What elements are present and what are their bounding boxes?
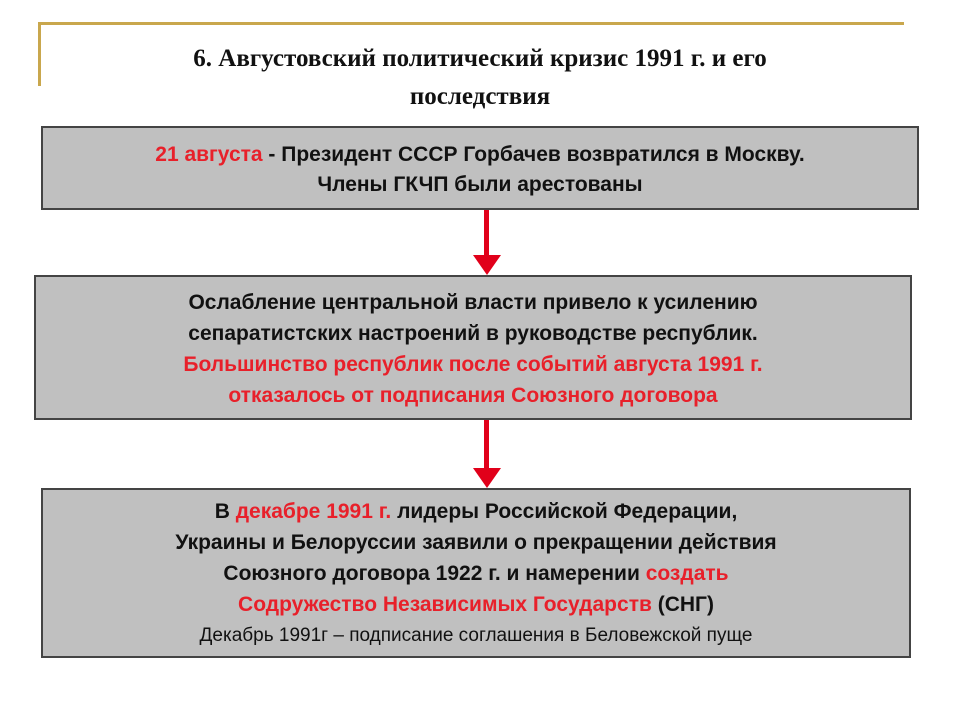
title-line-2: последствия — [409, 83, 551, 110]
event-box-august-21 — [41, 126, 919, 210]
arrow-head — [473, 255, 501, 275]
consequence-box-separatism — [34, 275, 912, 420]
box3-prefix: В — [214, 500, 236, 523]
box3-line-3 — [43, 558, 909, 589]
arrow-shaft — [484, 420, 489, 470]
box3-date: декабре 1991 г. — [235, 500, 392, 523]
title-line-1: 6. Августовский политический кризис 1991 г. и его — [193, 45, 767, 72]
box3-text-1: лидеры Российской Федерации, — [391, 500, 738, 523]
box2-line-2: сепаратистских настроений в руководстве республик. — [188, 322, 758, 345]
result-box-cis — [41, 488, 911, 658]
box3-text-3: Союзного договора 1922 г. и намерении — [223, 562, 646, 585]
box3-line-4 — [43, 589, 909, 620]
down-arrow-icon — [473, 420, 501, 488]
arrow-head — [473, 468, 501, 488]
box3-footnote: Декабрь 1991г – подписание соглашения в Беловежской пуще — [199, 625, 753, 646]
box3-text-2: Украины и Белоруссии заявили о прекращении действия — [175, 531, 777, 554]
down-arrow-icon — [473, 210, 501, 275]
slide-title — [60, 40, 900, 116]
box1-text-2: Члены ГКЧП были арестованы — [317, 173, 643, 196]
frame-top-line — [38, 22, 904, 25]
box3-red-create: создать — [645, 562, 729, 585]
box2-red-line-1: Большинство республик после событий августа 1991 г. — [183, 353, 763, 376]
box1-line-1 — [43, 140, 917, 170]
box3-red-cis: Содружество Независимых Государств — [238, 593, 652, 616]
box2-red-line-2: отказалось от подписания Союзного договора — [228, 384, 718, 407]
box1-date: 21 августа — [155, 143, 263, 166]
frame-left-line — [38, 22, 41, 86]
box1-text-1: - Президент СССР Горбачев возвратился в Москву. — [262, 143, 805, 166]
box3-cis-abbr: (СНГ) — [651, 593, 714, 616]
box2-line-1: Ослабление центральной власти привело к усилению — [188, 291, 758, 314]
arrow-shaft — [484, 210, 489, 257]
box3-line-1 — [43, 496, 909, 527]
